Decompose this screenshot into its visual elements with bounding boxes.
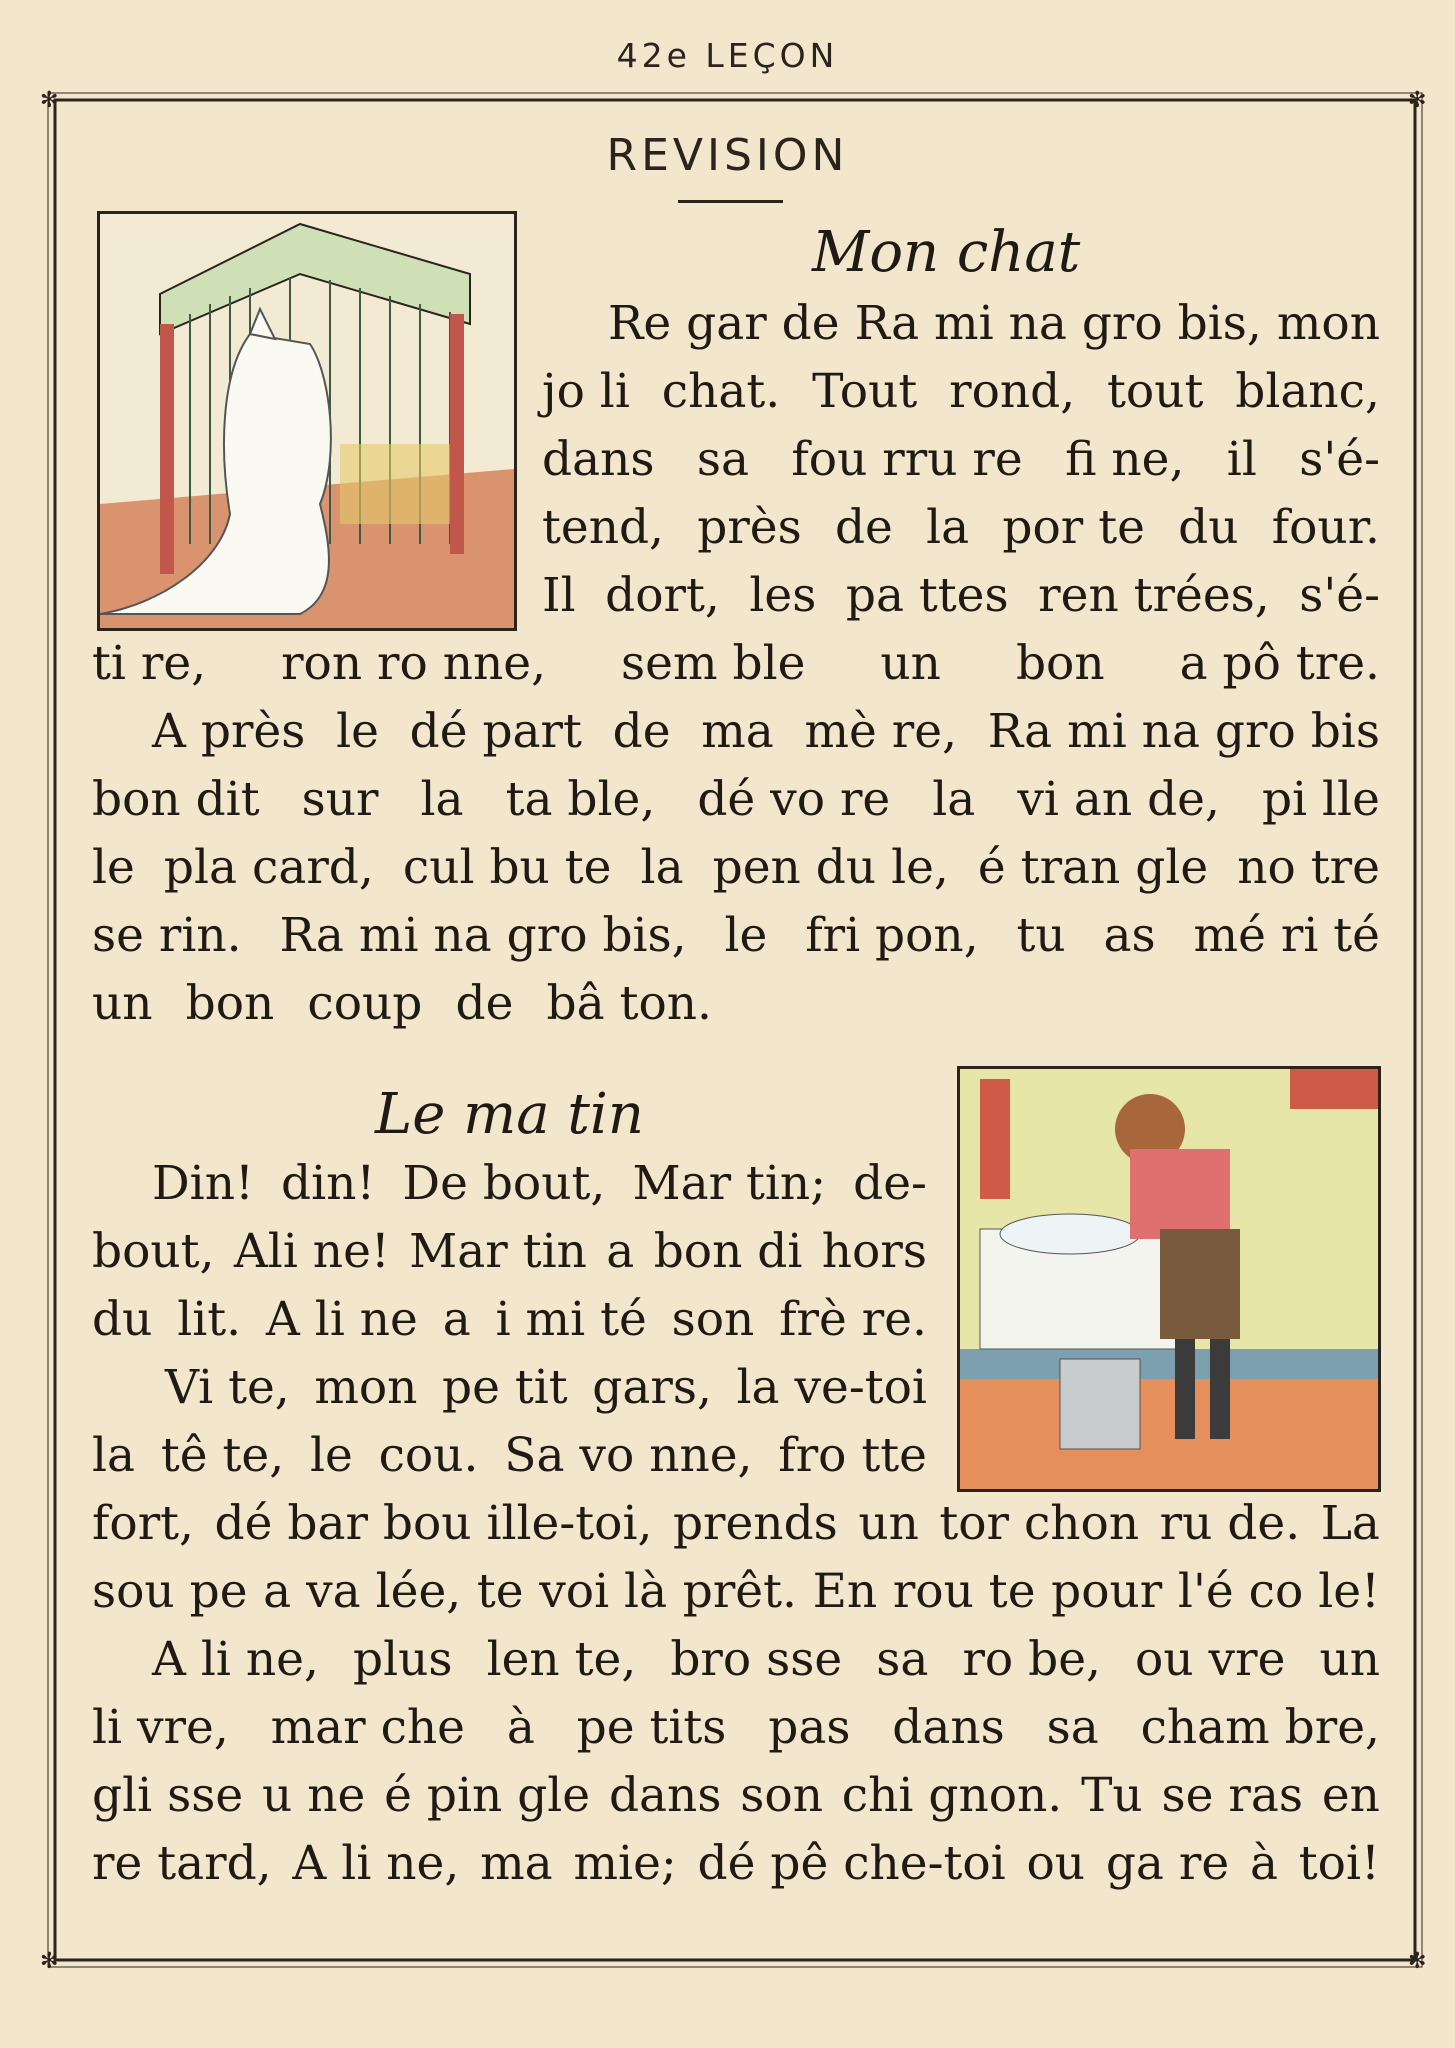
story1-line [92, 772, 1380, 827]
word: fri pon, [805, 908, 979, 963]
word: a pô tre. [1179, 636, 1380, 691]
word: Vi te, [165, 1360, 290, 1415]
word: ma [701, 704, 774, 759]
story1-line [542, 500, 1380, 555]
word: cul bu te [402, 840, 612, 895]
word: en [1321, 1768, 1380, 1823]
word: len te, [486, 1632, 637, 1687]
section-title: REVISION [606, 130, 849, 181]
word: din! [281, 1156, 376, 1211]
word: rou te [892, 1564, 1036, 1619]
word: il [1226, 432, 1257, 487]
story2-line [92, 1564, 1380, 1619]
word: du [92, 1292, 153, 1347]
word: toi! [1298, 1836, 1380, 1891]
word: se rin. [92, 908, 242, 963]
word: sem ble [621, 636, 806, 691]
word: chi gnon. [841, 1768, 1063, 1823]
word: coup [307, 976, 423, 1031]
word: De bout, [402, 1156, 606, 1211]
word: A li ne, [152, 1632, 319, 1687]
word: é pin gle [384, 1768, 591, 1823]
word: Tout [812, 364, 918, 419]
word: la [640, 840, 684, 895]
word: tor chon [939, 1496, 1140, 1551]
word: prends [672, 1496, 838, 1551]
corner-ornament-icon: ✻ [1408, 88, 1427, 113]
story1-line [542, 364, 1380, 419]
word: ta ble, [505, 772, 656, 827]
story2-line [92, 1428, 927, 1483]
word: pa ttes [845, 568, 1009, 623]
word: lit. [177, 1292, 242, 1347]
word: bon di [653, 1224, 803, 1279]
word: fou rru re [791, 432, 1023, 487]
word: fi ne, [1065, 432, 1185, 487]
word: le [336, 704, 379, 759]
word: ru de. [1159, 1496, 1301, 1551]
word: du [1178, 500, 1239, 555]
word: a [442, 1292, 471, 1347]
word: dé bar bou ille-toi, [214, 1496, 653, 1551]
story-title-mon-chat: Mon chat [812, 220, 1081, 285]
word: tend, [542, 500, 664, 555]
word: Din! [152, 1156, 254, 1211]
word: sa [696, 432, 750, 487]
word: dé vo re [697, 772, 891, 827]
word: bâ ton. [546, 976, 712, 1031]
story2-line [92, 1768, 1380, 1823]
word: Re gar de [608, 296, 840, 351]
word: é tran gle [977, 840, 1209, 895]
word: son [740, 1768, 823, 1823]
word: frè re. [779, 1292, 927, 1347]
word: pe tit [442, 1360, 568, 1415]
word: dans [892, 1700, 1005, 1755]
word: gars, [592, 1360, 712, 1415]
word: plus [352, 1632, 453, 1687]
word: pas [768, 1700, 851, 1755]
word: fro tte [778, 1428, 927, 1483]
word: dort, [605, 568, 720, 623]
corner-ornament-icon: ✻ [40, 1949, 59, 1974]
word: dans [542, 432, 655, 487]
story-title-le-matin: Le ma tin [375, 1082, 644, 1147]
word: ou vre [1135, 1632, 1286, 1687]
story1-line [92, 976, 712, 1031]
word: a [606, 1224, 635, 1279]
word: prêt. [682, 1564, 797, 1619]
word: La [1320, 1496, 1380, 1551]
word: ga re [1105, 1836, 1230, 1891]
word: pla card, [163, 840, 374, 895]
word: u ne [261, 1768, 366, 1823]
word: Tu [1081, 1768, 1143, 1823]
word: Mar tin [409, 1224, 587, 1279]
corner-ornament-icon: ✻ [1408, 1949, 1427, 1974]
word: a va lée, [263, 1564, 462, 1619]
word: Ra mi na gro bis, [279, 908, 687, 963]
word: pen du le, [712, 840, 949, 895]
word: le [724, 908, 768, 963]
word: sou pe [92, 1564, 248, 1619]
corner-ornament-icon: ✻ [40, 88, 59, 113]
word: bon [1015, 636, 1105, 691]
word: cham bre, [1140, 1700, 1380, 1755]
word: ro be, [962, 1632, 1101, 1687]
word: A li ne, [292, 1836, 460, 1891]
story2-line [92, 1700, 1380, 1755]
cat-at-birdcage-image [97, 211, 517, 631]
word: la [92, 1428, 136, 1483]
story1-line [608, 296, 1380, 351]
word: blanc, [1235, 364, 1380, 419]
word: pe tits [576, 1700, 727, 1755]
word: rond, [949, 364, 1076, 419]
word: cou. [378, 1428, 479, 1483]
story1-line [92, 840, 1380, 895]
word: bout, [92, 1224, 215, 1279]
word: por te [1002, 500, 1145, 555]
story2-line [165, 1360, 927, 1415]
story2-line [92, 1224, 927, 1279]
word: mé ri té [1193, 908, 1380, 963]
word: de [612, 704, 671, 759]
word: jo li [542, 364, 630, 419]
word: un [858, 1496, 919, 1551]
word: tout [1107, 364, 1204, 419]
word: mie; [573, 1836, 677, 1891]
story1-line [92, 908, 1380, 963]
word: ron ro nne, [281, 636, 547, 691]
word: les [749, 568, 817, 623]
word: la [926, 500, 970, 555]
word: A près [152, 704, 306, 759]
word: de [455, 976, 514, 1031]
word: mè re, [804, 704, 958, 759]
word: li vre, [92, 1700, 229, 1755]
word: un [92, 976, 153, 1031]
word: son [671, 1292, 755, 1347]
story1-line [152, 704, 1380, 759]
story1-line [92, 636, 1380, 691]
word: à [506, 1700, 535, 1755]
word: dé pê che-toi [697, 1836, 1006, 1891]
word: mon [1276, 296, 1380, 351]
word: ti re, [92, 636, 207, 691]
word: sur [301, 772, 379, 827]
word: mon [314, 1360, 418, 1415]
page-header: 42e LEÇON [616, 36, 839, 75]
word: à [1249, 1836, 1278, 1891]
word: bon [185, 976, 275, 1031]
word: four. [1271, 500, 1380, 555]
word: chat. [661, 364, 781, 419]
word: pour [1051, 1564, 1163, 1619]
word: la ve-toi [736, 1360, 927, 1415]
word: pi lle [1261, 772, 1380, 827]
story2-line [92, 1292, 927, 1347]
word: sa [1046, 1700, 1099, 1755]
word: i mi té [495, 1292, 647, 1347]
word: vi an de, [1017, 772, 1220, 827]
boy-washing-at-basin-image [957, 1066, 1381, 1492]
word: re tard, [92, 1836, 272, 1891]
word: Mar tin; [632, 1156, 827, 1211]
word: bro sse [670, 1632, 843, 1687]
word: mar che [270, 1700, 465, 1755]
word: un [1319, 1632, 1380, 1687]
word: dé part [409, 704, 582, 759]
word: ma [480, 1836, 553, 1891]
word: dans [608, 1768, 722, 1823]
word: sa [876, 1632, 929, 1687]
story2-line [152, 1632, 1380, 1687]
story2-line [152, 1156, 927, 1211]
story1-line [542, 432, 1380, 487]
story2-line [92, 1836, 1380, 1891]
word: hors [821, 1224, 927, 1279]
word: tê te, [160, 1428, 285, 1483]
word: Il [542, 568, 576, 623]
word: l'é co le! [1177, 1564, 1380, 1619]
word: A li ne [265, 1292, 418, 1347]
word: ou [1026, 1836, 1086, 1891]
word: la [420, 772, 464, 827]
title-rule [678, 200, 783, 203]
word: près [697, 500, 802, 555]
word: gli sse [92, 1768, 244, 1823]
word: no tre [1237, 840, 1380, 895]
story1-line [542, 568, 1380, 623]
word: Ali ne! [233, 1224, 390, 1279]
word: Ra mi na gro bis, [854, 296, 1262, 351]
word: de- [853, 1156, 927, 1211]
word: fort, [92, 1496, 194, 1551]
word: Sa vo nne, [504, 1428, 753, 1483]
word: En [812, 1564, 878, 1619]
word: s'é- [1299, 568, 1380, 623]
word: s'é- [1299, 432, 1380, 487]
word: de [834, 500, 893, 555]
word: te [476, 1564, 524, 1619]
story2-line [92, 1496, 1380, 1551]
word: le [92, 840, 135, 895]
word: la [932, 772, 976, 827]
word: se ras [1161, 1768, 1303, 1823]
word: un [880, 636, 941, 691]
word: le [309, 1428, 353, 1483]
word: ren trées, [1038, 568, 1270, 623]
word: voi là [539, 1564, 668, 1619]
word: bon dit [92, 772, 260, 827]
word: as [1103, 908, 1156, 963]
word: tu [1016, 908, 1066, 963]
word: Ra mi na gro bis [987, 704, 1380, 759]
